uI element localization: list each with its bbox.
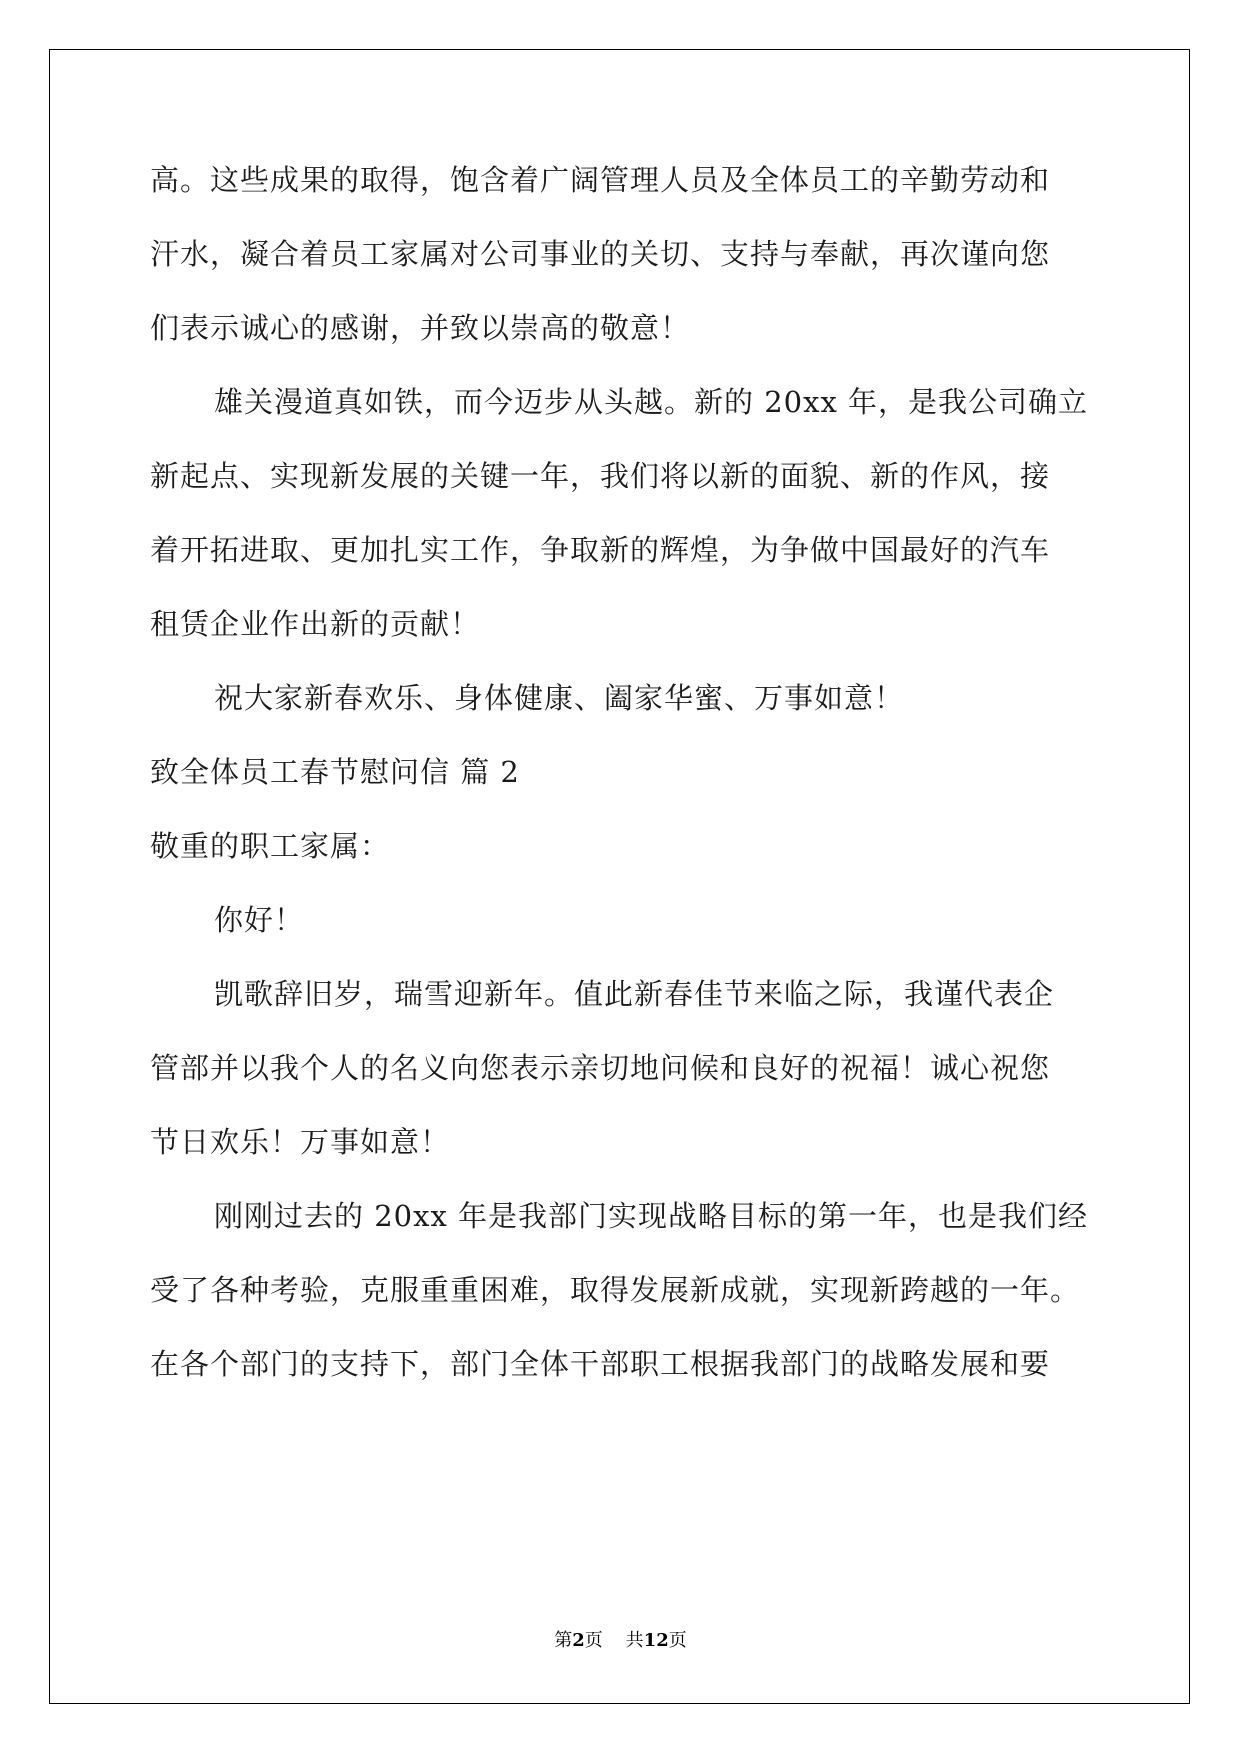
text-line: 刚刚过去的 20xx 年是我部门实现战略目标的第一年，也是我们经 <box>214 1199 1089 1233</box>
text-line: 凯歌辞旧岁，瑞雪迎新年。值此新春佳节来临之际，我谨代表企 <box>214 977 1055 1011</box>
text-line: 高。这些成果的取得，饱含着广阔管理人员及全体员工的辛勤劳动和 <box>150 163 1051 197</box>
text-line: 租赁企业作出新的贡献！ <box>150 607 481 641</box>
text-line: 们表示诚心的感谢，并致以崇高的敬意！ <box>150 311 691 345</box>
footer-total-prefix: 共 <box>625 1630 644 1651</box>
salutation: 敬重的职工家属： <box>150 829 391 863</box>
text-line: 新起点、实现新发展的关键一年，我们将以新的面貌、新的作风，接 <box>150 459 1051 493</box>
footer-prefix: 第 <box>554 1630 573 1651</box>
section-heading: 致全体员工春节慰问信 篇 2 <box>150 755 520 789</box>
text-line: 汗水，凝合着员工家属对公司事业的关切、支持与奉献，再次谨向您 <box>150 237 1051 271</box>
text-line: 雄关漫道真如铁，而今迈步从头越。新的 20xx 年，是我公司确立 <box>214 385 1089 419</box>
footer-page-suffix: 页 <box>584 1630 603 1651</box>
total-pages: 12 <box>643 1630 669 1651</box>
text-line: 受了各种考验，克服重重困难，取得发展新成就，实现新跨越的一年。 <box>150 1273 1081 1307</box>
text-line: 祝大家新春欢乐、身体健康、阖家华蜜、万事如意！ <box>214 681 905 715</box>
page-border <box>49 49 1190 1704</box>
page-footer <box>0 1626 1241 1652</box>
text-line: 节日欢乐！万事如意！ <box>150 1125 451 1159</box>
footer-total-suffix: 页 <box>668 1630 687 1651</box>
text-line: 在各个部门的支持下，部门全体干部职工根据我部门的战略发展和要 <box>150 1347 1051 1381</box>
text-line: 管部并以我个人的名义向您表示亲切地问候和良好的祝福！诚心祝您 <box>150 1051 1051 1085</box>
greeting: 你好！ <box>214 903 305 937</box>
text-line: 着开拓进取、更加扎实工作，争取新的辉煌，为争做中国最好的汽车 <box>150 533 1051 567</box>
page-number: 2 <box>572 1630 585 1651</box>
